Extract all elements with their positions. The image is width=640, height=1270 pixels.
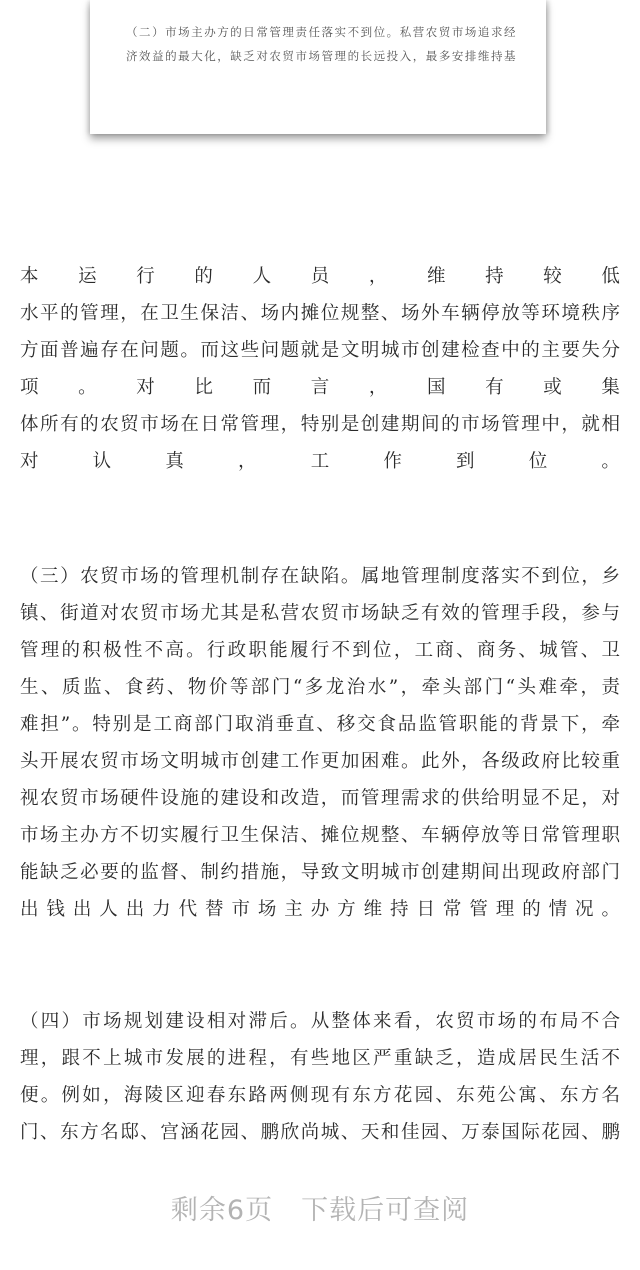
text-line: 能缺乏必要的监督、制约措施，导致文明城市创建期间出现政府部门 [20, 862, 620, 883]
spread-char: 真 [165, 451, 184, 472]
text-line: 难担”。特别是工商部门取消垂直、移交食品监管职能的背景下，牵 [20, 714, 620, 735]
spread-char: 行 [136, 266, 155, 287]
text-line: 管理的积极性不高。行政职能履行不到位，工商、商务、城管、卫 [20, 640, 620, 661]
paragraph-market-planning [20, 1003, 620, 1151]
paragraph-market-operator-continued [20, 258, 620, 480]
preview-line: （二）市场主办方的日常管理责任落实不到位。私营农贸市场追求经 [126, 25, 516, 39]
spread-char: 认 [92, 451, 112, 472]
text-line: 生、质监、食药、物价等部门“多龙治水”，牵头部门“头难牵，责 [20, 677, 620, 698]
spread-char: ， [368, 377, 388, 398]
spread-char: 作 [383, 451, 402, 472]
text-line: 体所有的农贸市场在日常管理，特别是创建期间的市场管理中，就相 [20, 414, 620, 435]
spread-char: 比 [194, 377, 213, 398]
spread-char: 项 [20, 377, 39, 398]
spread-char: ， [238, 451, 257, 472]
preview-line: 济效益的最大化，缺乏对农贸市场管理的长远投入，最多安排维持基 [126, 49, 516, 63]
text-line: （四）市场规划建设相对滞后。从整体来看，农贸市场的布局不合 [20, 1011, 620, 1032]
text-line: 门、东方名邸、宫涵花园、鹏欣尚城、天和佳园、万泰国际花园、鹏 [20, 1122, 620, 1143]
spread-char: 人 [252, 266, 272, 287]
text-line: 视农贸市场硬件设施的建设和改造，而管理需求的供给明显不足，对 [20, 788, 620, 809]
spread-char: 言 [310, 377, 330, 398]
text-line: 出钱出人出力代替市场主办方维持日常管理的情况。 [20, 899, 620, 920]
preview-page-card [90, 0, 546, 134]
spread-char: 或 [543, 377, 562, 398]
text-line: 头开展农贸市场文明城市创建工作更加困难。此外，各级政府比较重 [20, 751, 620, 772]
spread-char: 而 [252, 377, 272, 398]
spread-char: 运 [78, 266, 97, 287]
text-line: 便。例如，海陵区迎春东路两侧现有东方花园、东苑公寓、东方名 [20, 1085, 620, 1106]
spread-char: 工 [310, 451, 330, 472]
spread-line [20, 369, 620, 406]
text-line: 市场主办方不切实履行卫生保洁、摊位规整、车辆停放等日常管理职 [20, 825, 620, 846]
spread-char: 低 [601, 266, 620, 287]
spread-char: 的 [194, 266, 213, 287]
spread-char: 维 [426, 266, 446, 287]
spread-char: 本 [20, 266, 39, 287]
spread-char: 。 [78, 377, 97, 398]
spread-char: 对 [20, 451, 39, 472]
spread-char: 员 [310, 266, 330, 287]
spread-char: 持 [485, 266, 504, 287]
spread-line [20, 443, 620, 480]
spread-char: 对 [136, 377, 155, 398]
spread-line [20, 258, 620, 295]
text-line: 方面普遍存在问题。而这些问题就是文明城市创建检查中的主要失分 [20, 340, 620, 361]
spread-char: 位 [528, 451, 548, 472]
spread-char: ， [368, 266, 388, 287]
spread-char: 国 [426, 377, 446, 398]
spread-char: 有 [485, 377, 504, 398]
spread-char: 。 [601, 451, 620, 472]
spread-char: 较 [543, 266, 562, 287]
paragraph-management-mechanism [20, 558, 620, 928]
text-line: 水平的管理，在卫生保洁、场内摊位规整、场外车辆停放等环境秩序 [20, 303, 620, 324]
spread-char: 集 [601, 377, 620, 398]
preview-page-text [126, 20, 516, 68]
spread-char: 到 [456, 451, 475, 472]
text-line: （三）农贸市场的管理机制存在缺陷。属地管理制度落实不到位，乡 [20, 566, 620, 587]
remaining-pages-notice[interactable]: 剩余6页 下载后可查阅 [170, 1195, 470, 1226]
text-line: 理，跟不上城市发展的进程，有些地区严重缺乏，造成居民生活不 [20, 1048, 620, 1069]
text-line: 镇、街道对农贸市场尤其是私营农贸市场缺乏有效的管理手段，参与 [20, 603, 620, 624]
